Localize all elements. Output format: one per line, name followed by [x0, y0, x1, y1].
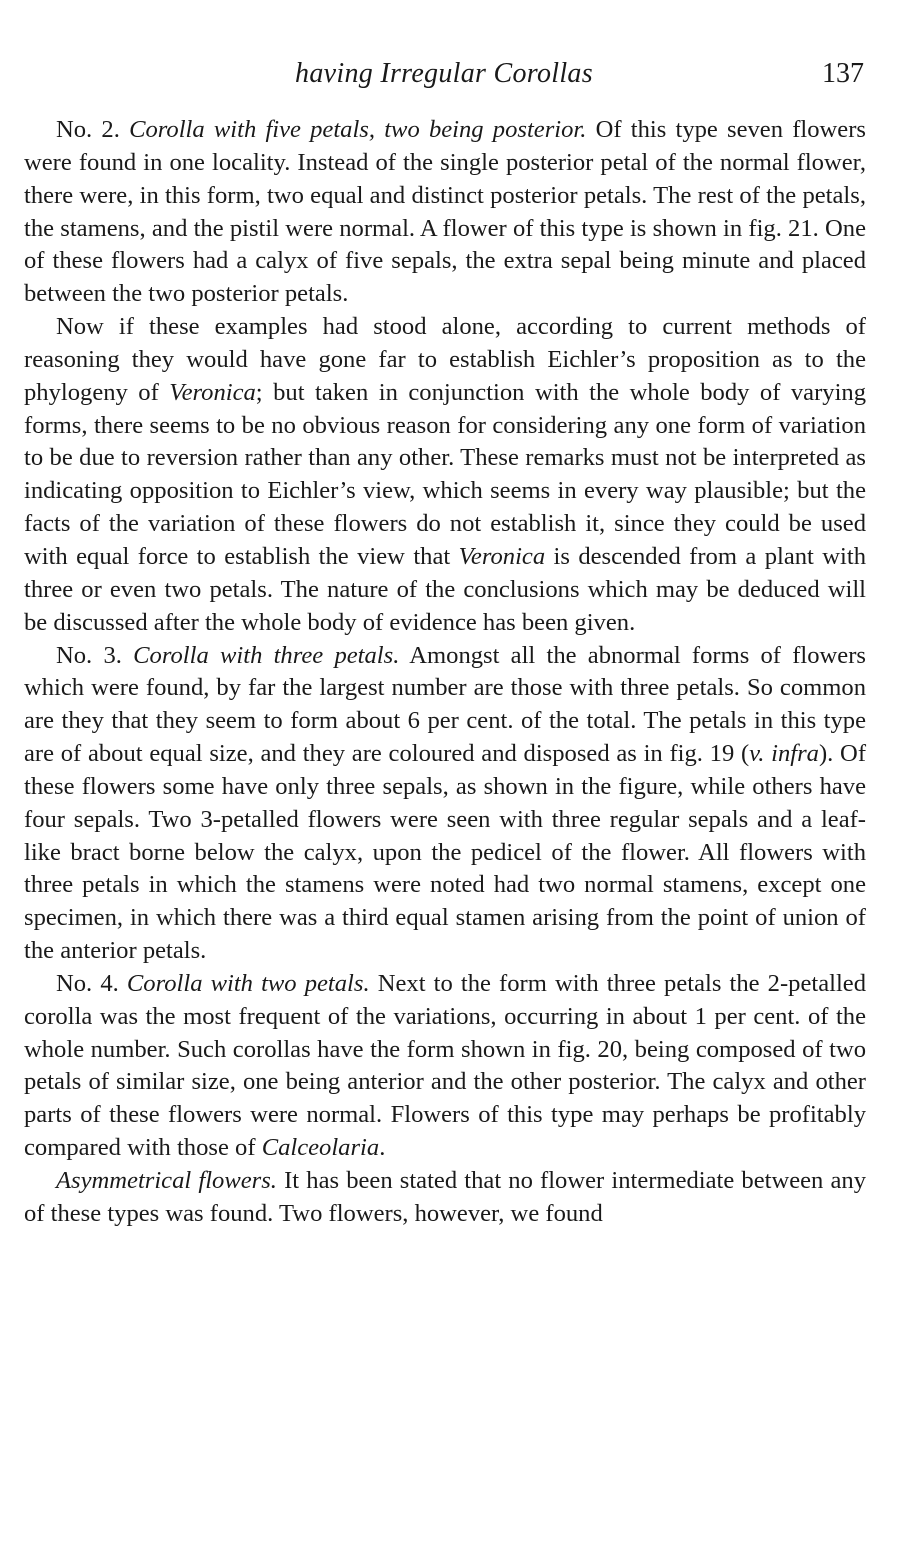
page-number: 137: [822, 58, 864, 89]
paragraph-discussion: [24, 311, 866, 639]
section-heading: Corolla with two petals.: [126, 969, 370, 997]
paragraph-text: Amongst all the abnormal forms of flowers which were found, by far the largest number are those with three petals. So common are they that they seem to form about 6 per cent. of the total. The petals in this type are of about equal size, and they are coloured and disposed as in fig. 19 (: [24, 641, 866, 768]
paragraph-text: Now if these examples had stood alone, according to current methods of reasoning they would have gone far to establish Eichler’s proposition as to the phylogeny of: [24, 313, 866, 406]
section-number: No. 4.: [56, 969, 119, 997]
paragraph-text: Next to the form with three petals the 2-petalled corolla was the most frequent of the variations, occurring in about 1 per cent. of the whole number. Such corollas have the form shown in fig. 20, being composed of two petals of similar size, one being anterior and the other posterior. The calyx and other parts of these flowers were normal. Flowers of this type may perhaps be profitably compared with those of: [24, 969, 866, 1162]
section-heading: Corolla with three petals.: [133, 641, 400, 669]
running-title: having Irregular Corollas: [295, 58, 593, 89]
paragraph-asymmetrical: [24, 1165, 866, 1231]
page-header: [24, 58, 864, 98]
section-number: No. 3.: [56, 641, 122, 669]
paragraph-text: Of this type seven flowers were found in one locality. Instead of the single posterior petal of the normal flower, there were, in this form, two equal and distinct posterior petals. The rest of the petals, the stamens, and the pistil were normal. A flower of this type is shown in fig. 21. One of these flowers had a calyx of five sepals, the extra sepal being minute and placed between the two posterior petals.: [24, 116, 866, 308]
genus-name: Calceolaria: [261, 1134, 380, 1162]
section-number: No. 2.: [56, 116, 120, 143]
section-heading: Corolla with five petals, two being posterior.: [129, 116, 587, 143]
paragraph-text: .: [379, 1134, 386, 1162]
section-heading: Asymmetrical flowers.: [56, 1167, 277, 1194]
citation-abbreviation: v. infra: [749, 740, 819, 768]
genus-name: Veronica: [458, 542, 546, 570]
body-text: [24, 114, 866, 1231]
genus-name: Veronica: [169, 378, 256, 406]
paragraph-no-3: [24, 640, 866, 968]
paragraph-text: It has been stated that no flower intermediate between any of these types was found. Two flowers, however, we found: [24, 1167, 867, 1227]
paragraph-no-2: [24, 114, 866, 311]
paragraph-no-4: [24, 968, 866, 1165]
paragraph-text: ; but taken in conjunction with the whole body of varying forms, there seems to be no obvious reason for considering any one form of variation to be due to reversion rather than any other. These remarks must not be interpreted as indicating opposition to Eichler’s view, which seems in every way plausible; but the facts of the variation of these flowers do not establish it, since they could be used with equal force to establish the view that: [24, 378, 866, 570]
paragraph-text: ). Of these flowers some have only three sepals, as shown in the figure, while others have four sepals. Two 3-petalled flowers were seen with three regular sepals and a leaf-like bract borne below the calyx, upon the pedicel of the flower. All flowers with three petals in which the stamens were noted had two normal stamens, except one specimen, in which there was a third equal stamen arising from the point of union of the anterior petals.: [24, 740, 867, 965]
paragraph-text: is descended from a plant with three or even two petals. The nature of the conclusions which may be deduced will be discussed after the whole body of evidence has been given.: [24, 542, 866, 636]
